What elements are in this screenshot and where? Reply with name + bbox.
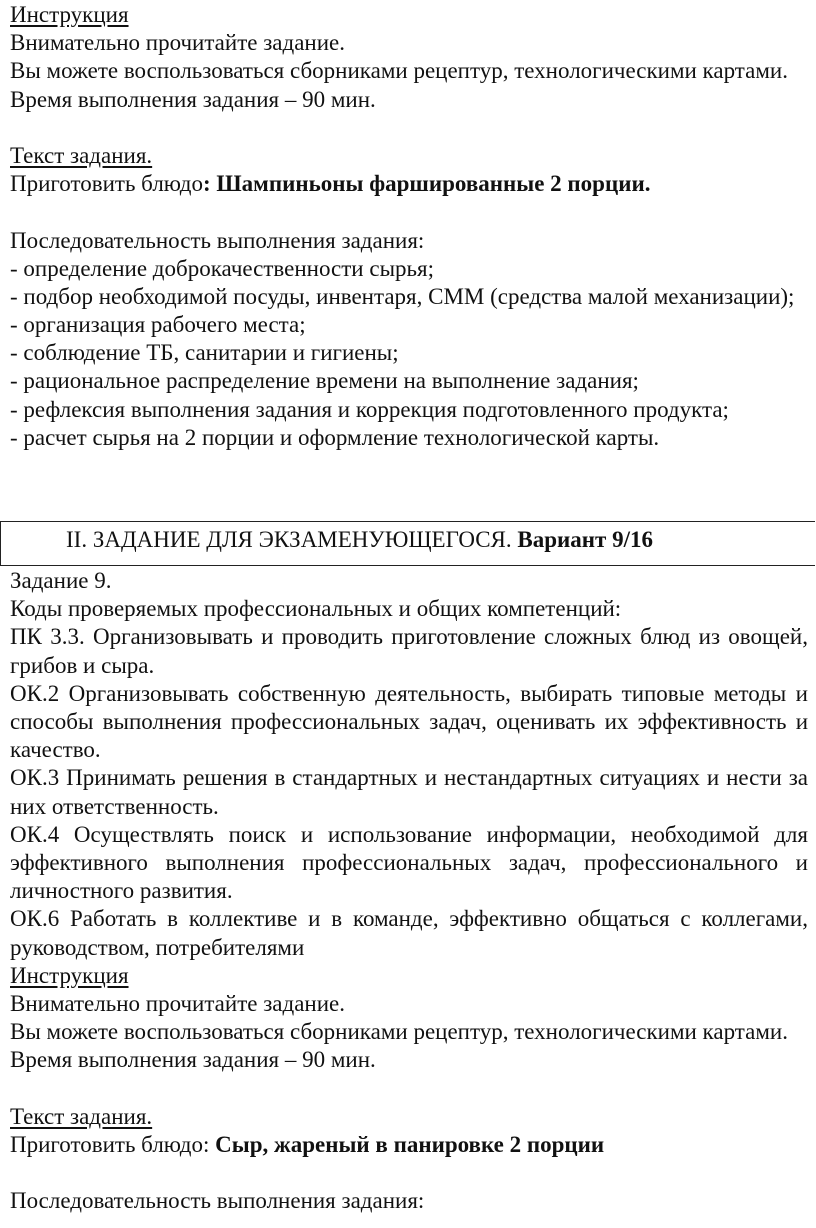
blank-line bbox=[10, 1159, 808, 1187]
step-item: - соблюдение ТБ, санитарии и гигиены; bbox=[10, 340, 399, 366]
task-text-heading: Текст задания. bbox=[10, 1103, 153, 1129]
prepare-prefix: Приготовить блюдо bbox=[10, 171, 204, 197]
step-item: - подбор необходимой посуды, инвентаря, СММ (средства малой механизации); bbox=[10, 283, 795, 309]
section-title bbox=[66, 526, 653, 554]
document-part-2 bbox=[10, 567, 808, 1216]
section-title-text: II. ЗАДАНИЕ ДЛЯ ЭКЗАМЕНУЮЩЕГОСЯ. bbox=[66, 527, 518, 552]
instruction-heading: Инструкция bbox=[10, 962, 129, 988]
blank-line bbox=[10, 1075, 808, 1103]
step-item: - рациональное распределение времени на выполнение задания; bbox=[10, 368, 639, 394]
time-text: Время выполнения задания – 90 мин. bbox=[10, 86, 376, 112]
sequence-heading: Последовательность выполнения задания: bbox=[10, 227, 425, 253]
may-use-text: Вы можете воспользоваться сборниками рецептур, технологическими картами. bbox=[10, 1019, 788, 1045]
time-text: Время выполнения задания – 90 мин. bbox=[10, 1047, 376, 1073]
competency-item: ПК 3.3. Организовывать и проводить приготовление сложных блюд из овощей, грибов и сыра. bbox=[10, 624, 808, 678]
sequence-heading: Последовательность выполнения задания: bbox=[10, 1188, 425, 1214]
step-item: - рефлексия выполнения задания и коррекция подготовленного продукта; bbox=[10, 396, 729, 422]
step-item: - расчет сырья на 2 порции и оформление технологической карты. bbox=[10, 424, 660, 450]
competency-item: ОК.4 Осуществлять поиск и использование информации, необходимой для эффективного выполнения профессиональных задач, профессионального и личностного развития. bbox=[10, 821, 808, 904]
task-number: Задание 9. bbox=[10, 568, 112, 593]
prepare-prefix: Приготовить блюдо: bbox=[10, 1131, 216, 1157]
competency-item: ОК.3 Принимать решения в стандартных и нестандартных ситуациях и нести за них ответственность. bbox=[10, 765, 808, 819]
step-item: - организация рабочего места; bbox=[10, 312, 306, 338]
competency-item: ОК.2 Организовывать собственную деятельность, выбирать типовые методы и способы выполнения профессиональных задач, оценивать их эффективность и качество. bbox=[10, 680, 808, 763]
read-carefully-text: Внимательно прочитайте задание. bbox=[10, 30, 345, 56]
document-part-1 bbox=[10, 1, 808, 452]
prepare-dish-line bbox=[10, 170, 808, 198]
dish-name: : Шампиньоны фаршированные 2 порции. bbox=[203, 171, 651, 197]
competency-item: ОК.6 Работать в коллективе и в команде, эффективно общаться с коллегами, руководством, потребителями bbox=[10, 906, 808, 960]
may-use-text: Вы можете воспользоваться сборниками рецептур, технологическими картами. bbox=[10, 58, 788, 84]
prepare-dish-line bbox=[10, 1131, 808, 1159]
instruction-heading: Инструкция bbox=[10, 2, 129, 27]
blank-line bbox=[10, 198, 808, 226]
task-text-heading: Текст задания. bbox=[10, 142, 153, 168]
step-item: - определение доброкачественности сырья; bbox=[10, 255, 434, 281]
read-carefully-text: Внимательно прочитайте задание. bbox=[10, 991, 345, 1016]
variant-label: Вариант 9/16 bbox=[517, 527, 653, 552]
dish-name: Сыр, жареный в панировке 2 порции bbox=[215, 1131, 605, 1157]
blank-line bbox=[10, 114, 808, 142]
codes-heading: Коды проверяемых профессиональных и общих компетенций: bbox=[10, 596, 622, 622]
